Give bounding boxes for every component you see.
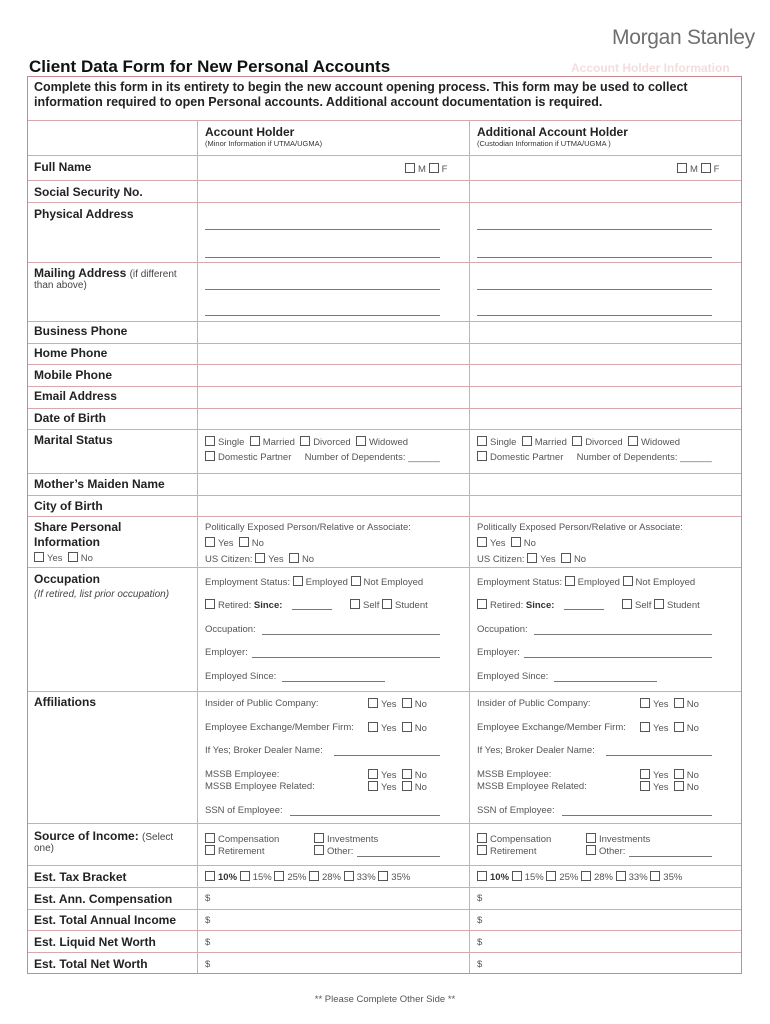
occupation-input-line[interactable] [534,634,712,635]
income-options: Compensation [477,833,551,845]
total-income-dollar[interactable]: $ [477,915,483,926]
marital-status-label: Marital Status [34,433,113,447]
ssn-employee-line[interactable] [562,815,712,816]
income-options-2: Retirement [205,845,264,857]
additional-holder-header: Additional Account Holder [477,125,628,139]
employed-since-label: Employed Since: [205,671,277,682]
yes-checkbox[interactable] [477,537,487,547]
yes-checkbox[interactable] [205,537,215,547]
single-checkbox[interactable] [205,436,215,446]
no-checkbox[interactable] [674,698,684,708]
divider [28,567,741,568]
retired-checkbox[interactable] [205,599,215,609]
no-checkbox[interactable] [674,781,684,791]
no-checkbox[interactable] [68,552,78,562]
no-checkbox[interactable] [561,553,571,563]
morgan-stanley-logo: Morgan Stanley [612,26,755,49]
tax-28-checkbox[interactable] [309,871,319,881]
divider [28,865,741,866]
divider [28,120,741,121]
single-checkbox[interactable] [477,436,487,446]
divider [28,343,741,344]
physical-address-line-1[interactable] [205,229,440,230]
divider [28,887,741,888]
share-personal-label: Share Personal [34,520,122,534]
dob-label: Date of Birth [34,411,106,425]
no-checkbox[interactable] [511,537,521,547]
liquid-net-label: Est. Liquid Net Worth [34,935,156,949]
domestic-partner-checkbox[interactable] [205,451,215,461]
occupation-field-label: Occupation: [205,624,256,635]
full-name-label: Full Name [34,160,92,174]
retirement-checkbox[interactable] [477,845,487,855]
account-holder-header: Account Holder [205,125,295,139]
widowed-checkbox[interactable] [628,436,638,446]
married-checkbox[interactable] [522,436,532,446]
mailing-address-label: Mailing Address (if different [34,266,177,280]
female-checkbox[interactable] [429,163,439,173]
client-data-form [27,76,742,974]
student-checkbox[interactable] [382,599,392,609]
divorced-checkbox[interactable] [572,436,582,446]
exchange-options: Yes No [368,722,427,734]
total-income-dollar[interactable]: $ [205,915,211,926]
occupation-note: (If retired, list prior occupation) [34,589,170,600]
retired-checkbox[interactable] [477,599,487,609]
broker-dealer-line[interactable] [606,755,712,756]
intro-text: Complete this form in its entirety to begin the new account opening process. This form may be used to collect information required to open Personal accounts. Additional account documentation is required. [34,80,688,109]
tax-25-checkbox[interactable] [546,871,556,881]
domestic-partner-checkbox[interactable] [477,451,487,461]
watermark-text: Account Holder Information [571,61,730,75]
married-checkbox[interactable] [250,436,260,446]
tax-bracket-options: 10% 15% 25% 28% 33% 35% [205,871,410,883]
student-checkbox[interactable] [654,599,664,609]
tax-28-checkbox[interactable] [581,871,591,881]
gender-options: M F [405,163,447,175]
exchange-options: Yes No [640,722,699,734]
employer-field-label: Employer: [205,647,248,658]
female-checkbox[interactable] [701,163,711,173]
tax-33-checkbox[interactable] [344,871,354,881]
tax-33-checkbox[interactable] [616,871,626,881]
pep-label: Politically Exposed Person/Relative or Associate: [477,522,683,533]
tax-bracket-options: 10% 15% 25% 28% 33% 35% [477,871,682,883]
physical-address-line-2[interactable] [205,257,440,258]
divider [28,321,741,322]
yes-checkbox[interactable] [368,698,378,708]
mssb-employee-label: MSSB Employee: [477,769,552,780]
source-income-label: Source of Income: (Select [34,829,174,843]
insider-options: Yes No [640,698,699,710]
no-checkbox[interactable] [674,722,684,732]
employed-since-label: Employed Since: [477,671,549,682]
divider [28,155,741,156]
yes-checkbox[interactable] [640,769,650,779]
income-options-2: Retirement [477,845,536,857]
employed-checkbox[interactable] [293,576,303,586]
income-options-2b: Other: [586,845,625,857]
ssn-employee-line[interactable] [290,815,440,816]
self-checkbox[interactable] [622,599,632,609]
retired-since-line[interactable] [292,609,332,610]
compensation-checkbox[interactable] [477,833,487,843]
income-options: Compensation [205,833,279,845]
divider [28,364,741,365]
divider [28,930,741,931]
mssb-related-label: MSSB Employee Related: [477,781,587,792]
broker-dealer-label: If Yes; Broker Dealer Name: [477,745,595,756]
total-net-label: Est. Total Net Worth [34,957,148,971]
widowed-checkbox[interactable] [356,436,366,446]
us-citizen-options: US Citizen: Yes No [477,554,587,565]
divider [28,473,741,474]
ann-comp-label: Est. Ann. Compensation [34,892,173,906]
male-checkbox[interactable] [405,163,415,173]
tax-15-checkbox[interactable] [512,871,522,881]
tax-10-checkbox[interactable] [477,871,487,881]
other-checkbox[interactable] [586,845,596,855]
ssn-label: Social Security No. [34,185,143,199]
marital-options: Single Married Divorced Widowed [205,436,408,448]
page-title: Client Data Form for New Personal Accounts [29,57,391,76]
email-label: Email Address [34,389,117,403]
mailing-address-note: than above) [34,280,87,291]
occupation-input-line[interactable] [262,634,440,635]
ssn-employee-label: SSN of Employee: [205,805,283,816]
mailing-address-line-1[interactable] [477,289,712,290]
ann-comp-dollar[interactable]: $ [477,893,483,904]
retired-options: Retired: Since: [205,599,282,611]
employer-input-line[interactable] [252,657,440,658]
home-phone-label: Home Phone [34,346,108,360]
employment-status: Employment Status: Employed Not Employed [205,577,424,588]
total-net-dollar[interactable]: $ [477,959,483,970]
city-of-birth-label: City of Birth [34,499,103,513]
no-checkbox[interactable] [674,769,684,779]
insider-options: Yes No [368,698,427,710]
yes-checkbox[interactable] [640,698,650,708]
us-citizen-options: US Citizen: Yes No [205,554,315,565]
no-checkbox[interactable] [289,553,299,563]
divider [28,823,741,824]
employed-since-line[interactable] [282,681,385,682]
pep-options: Yes No [477,537,536,549]
employed-since-line[interactable] [554,681,657,682]
mssb-related-options: Yes No [368,781,427,793]
other-income-line[interactable] [629,856,712,857]
divider [28,495,741,496]
self-student-options: Self Student [350,599,428,611]
gender-options: M F [677,163,719,175]
employer-field-label: Employer: [477,647,520,658]
broker-dealer-label: If Yes; Broker Dealer Name: [205,745,323,756]
tax-15-checkbox[interactable] [240,871,250,881]
exchange-label: Employee Exchange/Member Firm: [477,722,626,733]
mssb-employee-options: Yes No [368,769,427,781]
yes-checkbox[interactable] [640,722,650,732]
no-checkbox[interactable] [402,781,412,791]
compensation-checkbox[interactable] [205,833,215,843]
tax-35-checkbox[interactable] [650,871,660,881]
investments-checkbox[interactable] [314,833,324,843]
maiden-name-label: Mother’s Maiden Name [34,477,165,491]
divorced-checkbox[interactable] [300,436,310,446]
self-student-options: Self Student [622,599,700,611]
employed-checkbox[interactable] [565,576,575,586]
retirement-checkbox[interactable] [205,845,215,855]
ssn-employee-label: SSN of Employee: [477,805,555,816]
marital-options-2: Domestic Partner Number of Dependents: ______ [205,451,440,463]
mailing-address-line-2[interactable] [477,315,712,316]
not-employed-checkbox[interactable] [623,576,633,586]
liquid-net-dollar[interactable]: $ [477,937,483,948]
yes-checkbox[interactable] [34,552,44,562]
physical-address-line-2[interactable] [477,257,712,258]
divider [28,202,741,203]
tax-25-checkbox[interactable] [274,871,284,881]
yes-checkbox[interactable] [640,781,650,791]
no-checkbox[interactable] [402,698,412,708]
total-net-dollar[interactable]: $ [205,959,211,970]
pep-options: Yes No [205,537,264,549]
divider [28,408,741,409]
occupation-field-label: Occupation: [477,624,528,635]
divider [28,516,741,517]
other-income-line[interactable] [357,856,440,857]
marital-options: Single Married Divorced Widowed [477,436,680,448]
ann-comp-dollar[interactable]: $ [205,893,211,904]
column-divider [197,120,198,973]
tax-10-checkbox[interactable] [205,871,215,881]
share-personal-label-2: Information [34,535,100,549]
not-employed-checkbox[interactable] [351,576,361,586]
income-options-b: Investments [314,833,378,845]
other-checkbox[interactable] [314,845,324,855]
divider [28,180,741,181]
mssb-employee-options: Yes No [640,769,699,781]
employer-input-line[interactable] [524,657,712,658]
insider-label: Insider of Public Company: [205,698,319,709]
yes-checkbox[interactable] [368,769,378,779]
insider-label: Insider of Public Company: [477,698,591,709]
divider [28,691,741,692]
mssb-related-label: MSSB Employee Related: [205,781,315,792]
mssb-related-options: Yes No [640,781,699,793]
physical-address-label: Physical Address [34,207,134,221]
mailing-address-line-1[interactable] [205,289,440,290]
footer-note: ** Please Complete Other Side ** [314,994,456,1005]
source-income-note: one) [34,843,55,854]
occupation-label: Occupation [34,572,101,586]
investments-checkbox[interactable] [586,833,596,843]
share-personal-options: Yes No [34,552,93,564]
divider [28,429,741,430]
additional-holder-subheader: (Custodian Information if UTMA/UGMA ) [477,139,611,148]
income-options-2b: Other: [314,845,353,857]
self-checkbox[interactable] [350,599,360,609]
yes-checkbox[interactable] [368,722,378,732]
divider [28,952,741,953]
mailing-address-line-2[interactable] [205,315,440,316]
broker-dealer-line[interactable] [334,755,440,756]
income-options-b: Investments [586,833,650,845]
account-holder-subheader: (Minor Information if UTMA/UGMA) [205,139,323,148]
no-checkbox[interactable] [402,769,412,779]
tax-bracket-label: Est. Tax Bracket [34,870,127,884]
no-checkbox[interactable] [402,722,412,732]
divider [28,386,741,387]
male-checkbox[interactable] [677,163,687,173]
pep-label: Politically Exposed Person/Relative or Associate: [205,522,411,533]
business-phone-label: Business Phone [34,324,128,338]
divider [28,909,741,910]
divider [28,262,741,263]
physical-address-line-1[interactable] [477,229,712,230]
yes-checkbox[interactable] [368,781,378,791]
retired-options: Retired: Since: [477,599,554,611]
tax-35-checkbox[interactable] [378,871,388,881]
employment-status: Employment Status: Employed Not Employed [477,577,696,588]
affiliations-label: Affiliations [34,695,96,709]
no-checkbox[interactable] [239,537,249,547]
exchange-label: Employee Exchange/Member Firm: [205,722,354,733]
total-income-label: Est. Total Annual Income [34,913,177,927]
liquid-net-dollar[interactable]: $ [205,937,211,948]
yes-checkbox[interactable] [527,553,537,563]
mobile-phone-label: Mobile Phone [34,368,112,382]
column-divider [469,120,470,973]
yes-checkbox[interactable] [255,553,265,563]
retired-since-line[interactable] [564,609,604,610]
marital-options-2: Domestic Partner Number of Dependents: ______ [477,451,712,463]
mssb-employee-label: MSSB Employee: [205,769,280,780]
